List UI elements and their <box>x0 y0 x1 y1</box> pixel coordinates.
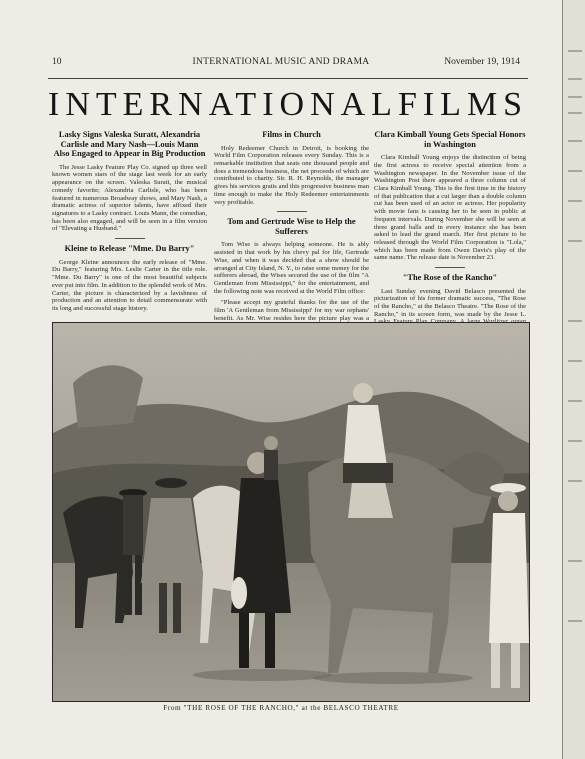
edge-text-fragment <box>568 560 582 562</box>
masthead-word-international: INTERNATIONAL <box>48 86 398 123</box>
article-films-in-church: Holy Redeemer Church in Detroit, is booking the World Film Corporation releases every Sunday. This is a remarkable institution that seats one thousand people and does a tremendous business, the net proceeds of which are contributed to charity. Sir. R. H. Reynolds, the manager gives his services gratis and this progressive business man time enough to make the Holy Redeemer entertainments very profitable. <box>214 144 369 206</box>
article-kleine: George Kleine announces the early release of "Mme. Du Barry," featuring Mrs. Leslie Carter in the title role. "Mme. Du Barry" is one of the most beautiful subjects ever put into film. In addition to the splendid work of Mrs. Carter, the picture is characterized by a lavishness of production and an attention to detail commensurate with its long and successful stage history. <box>52 258 207 312</box>
caption-suffix: at the BELASCO THEATRE <box>299 704 399 712</box>
caption-title: "THE ROSE OF THE RANCHO," <box>183 704 300 712</box>
article-wise: Tom Wise is always helping someone. He is ably assisted in that work by his chevy pal for life, Gertrude Wise, and when it was decided that a show should be arranged at City Island, N. Y., to raise some money for the sufferers abroad, the Wises secured the use of the film "A Gentleman from Mississippi," for the entertainment, and the following note was received at the World Film office: <box>214 241 369 295</box>
adjacent-page-edge <box>562 0 585 759</box>
page-number: 10 <box>52 57 62 67</box>
header-rule <box>48 78 528 79</box>
edge-text-fragment <box>568 200 582 202</box>
edge-text-fragment <box>568 240 582 242</box>
issue-date: November 19, 1914 <box>444 57 520 67</box>
headline-kleine: Kleine to Release "Mme. Du Barry" <box>64 244 195 254</box>
article-separator <box>277 211 307 212</box>
edge-text-fragment <box>568 440 582 442</box>
masthead-word-films: FILMS <box>397 86 529 123</box>
running-head <box>0 57 562 71</box>
edge-text-fragment <box>568 50 582 52</box>
film-still-photograph <box>52 322 530 702</box>
article-clara-kimball-young: Clara Kimball Young enjoys the distinction of being the first actress to receive special attention from a Washington newspaper. In the November issue of the Washington Post there appeared a three column cut of Clara Kimball Young. This is the first time in the history of that publication that a cut larger than a double column cut has been used of an actor or actress. Her popularity with movie fans is causing her to be seen in public at frequent intervals. During November she will be seen at three grand balls and in every instance she has been asked to lead the grand march. Her first picture to be released through the World Film Corporation is "Lola," which has been made from Owen Davis's play of the same name. The release date is November 23. <box>374 154 526 262</box>
article-rose-of-the-rancho: Last Sunday evening David Belasco presented the picturization of his former dramatic success, "The Rose of the Rancho," at the Belasco Theatre. "The Rose of the Rancho," in its screen form, was made by the Jesse L. <box>374 287 526 318</box>
column-2 <box>214 128 369 350</box>
edge-text-fragment <box>568 320 582 322</box>
edge-text-fragment <box>568 360 582 362</box>
headline-clara-kimball-young: Clara Kimball Young Gets Special Honors in Washington <box>374 130 526 149</box>
article-lasky: The Jesse Lasky Feature Play Co. signed up three well known women stars of the stage last week for an early appearance on the screen. Valeska Suratt, the musical comedy favorite; Alexandria Carlisle, who has been featured in numerous Broadway shows, and Mary Nash, a dramatic actress of superior talents, have affixed their signatures to a Lasky contract. Louis Mann, the comedian, has been also engaged, and will be seen in a film version of "Elevating a Husband." <box>52 163 207 233</box>
caption-prefix: From <box>163 704 184 712</box>
edge-text-fragment <box>568 140 582 142</box>
headline-films-in-church: Films in Church <box>262 130 321 139</box>
edge-text-fragment <box>568 78 582 80</box>
column-1 <box>52 128 207 317</box>
edge-text-fragment <box>568 400 582 402</box>
photo-illustration <box>53 323 529 701</box>
edge-text-fragment <box>568 96 582 98</box>
article-separator <box>115 238 145 239</box>
headline-rose-of-the-rancho: "The Rose of the Rancho" <box>402 273 498 283</box>
edge-text-fragment <box>568 480 582 482</box>
edge-text-fragment <box>568 170 582 172</box>
edge-text-fragment <box>568 112 582 114</box>
section-masthead <box>48 82 528 128</box>
photo-caption <box>0 704 562 712</box>
publication-title: INTERNATIONAL MUSIC AND DRAMA <box>192 57 370 67</box>
headline-wise: Tom and Gertrude Wise to Help the Sufferers <box>227 217 356 236</box>
headline-lasky: Lasky Signs Valeska Suratt, Alexandria Carlisle and Mary Nash—Louis Mann Also Engaged to Appear in Big Production <box>53 130 206 159</box>
column-3 <box>374 128 526 353</box>
edge-text-fragment <box>568 620 582 622</box>
article-separator <box>435 267 465 268</box>
article-wise-letter: "Please accept my grateful thanks for the use of the film 'A Gentleman from Mississippi' for my war orphans' benefit. As Mr. Wise resides here the picture play was a <box>214 299 369 322</box>
